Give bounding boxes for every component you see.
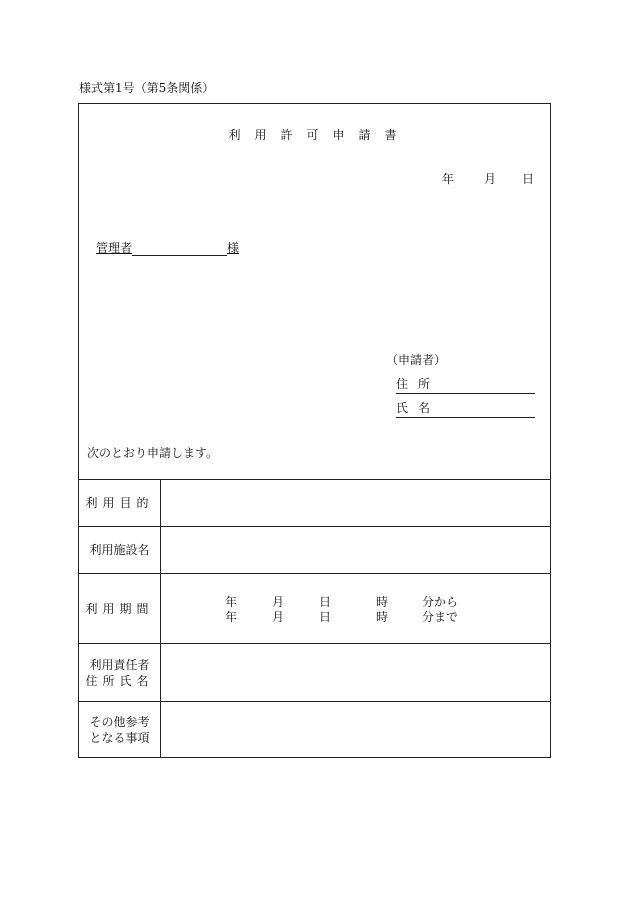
responsible-label-line1: 利用責任者	[89, 657, 150, 672]
applicant-heading: （申請者）	[386, 353, 447, 367]
table-row	[79, 526, 550, 573]
notes-label	[79, 702, 161, 758]
responsible-label-line2: 住所氏名	[85, 673, 154, 688]
date-line	[442, 170, 534, 187]
applicant-address-label: 住所	[396, 377, 441, 391]
period-end-line	[225, 608, 458, 625]
table-row	[79, 701, 550, 758]
addressee-suffix: 様	[227, 241, 240, 255]
statement: 次のとおり申請します。	[87, 446, 219, 460]
period-hour-label: 時	[376, 595, 389, 609]
period-day-label: 日	[319, 595, 332, 609]
period-day-label: 日	[319, 610, 332, 624]
facility-field[interactable]	[161, 527, 550, 573]
addressee	[96, 239, 239, 256]
date-year-label: 年	[442, 172, 455, 186]
table-row	[79, 573, 550, 643]
purpose-field[interactable]	[161, 480, 550, 526]
period-to-label: 分まで	[422, 610, 459, 624]
addressee-label: 管理者	[96, 241, 133, 255]
date-month-label: 月	[484, 172, 497, 186]
form-number: 様式第1号（第5条関係）	[79, 81, 215, 95]
date-day-label: 日	[522, 172, 535, 186]
period-hour-label: 時	[376, 610, 389, 624]
responsible-label	[79, 644, 161, 701]
applicant-name-label: 氏名	[396, 401, 441, 415]
period-month-label: 月	[272, 595, 285, 609]
facility-label: 利用施設名	[79, 527, 161, 573]
notes-label-line1: その他参考	[89, 715, 150, 729]
notes-field[interactable]	[161, 702, 550, 758]
addressee-name-field[interactable]	[132, 241, 227, 256]
table-row	[79, 643, 550, 701]
application-form	[78, 103, 551, 758]
applicant-address-field[interactable]	[396, 375, 535, 394]
period-month-label: 月	[272, 610, 285, 624]
purpose-label: 利用目的	[79, 480, 161, 526]
period-label: 利用期間	[79, 574, 161, 643]
table-row	[79, 479, 550, 526]
notes-label-line2: となる事項	[89, 731, 150, 745]
applicant-name-field[interactable]	[396, 399, 535, 418]
period-from-label: 分から	[422, 595, 459, 609]
period-field[interactable]	[161, 574, 550, 643]
period-year-label: 年	[225, 610, 238, 624]
form-title: 利用許可申請書	[228, 128, 411, 142]
details-table	[79, 479, 550, 758]
period-year-label: 年	[225, 595, 238, 609]
responsible-field[interactable]	[161, 644, 550, 701]
